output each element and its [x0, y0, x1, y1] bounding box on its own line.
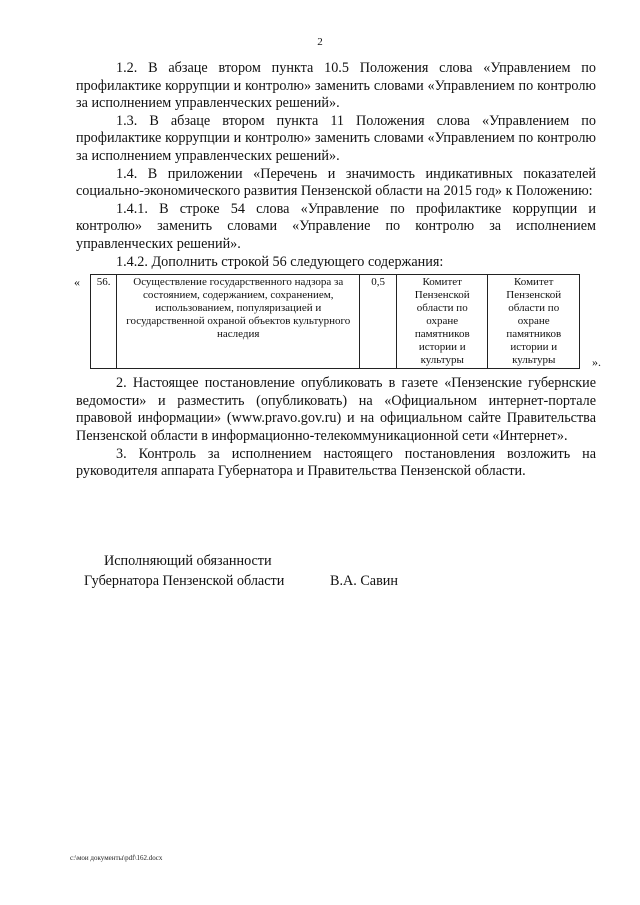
open-quote: « — [74, 275, 80, 290]
row-number: 56. — [91, 275, 117, 369]
paragraph-1-3: 1.3. В абзаце втором пункта 11 Положения слова «Управлением по профилактике коррупции и контролю» заменить словами «Управлением по контролю за исполнением управленческих решений». — [76, 112, 596, 164]
document-body — [74, 60, 601, 481]
paragraph-1-2: 1.2. В абзаце втором пункта 10.5 Положения слова «Управлением по профилактике коррупции и контролю» заменить словами «Управлением по контролю за исполнением управленческих решений». — [76, 60, 596, 112]
signature-title-line2: Губернатора Пензенской области — [84, 573, 285, 589]
file-path-footer: c:\мои документы\pdf\162.docx — [70, 854, 163, 862]
close-quote: ». — [592, 354, 601, 369]
page-number: 2 — [317, 36, 323, 48]
signature-title-line1: Исполняющий обязанности — [104, 553, 272, 569]
indicator-table — [90, 274, 580, 369]
responsible-org: Комитет Пензенской области по охране памятников истории и культуры — [397, 275, 488, 369]
paragraph-2: 2. Настоящее постановление опубликовать в газете «Пензенские губернские ведомости» и разместить (опубликовать) на «Официальном интернет-портале правовой информации» (www.pravo.gov.ru) и на официальном сайте Правительства Пензенской области в информационно-телекоммуникационной сети «Интернет». — [76, 375, 596, 444]
co-responsible-org: Комитет Пензенской области по охране памятников истории и культуры — [488, 275, 580, 369]
indicator-value: 0,5 — [360, 275, 397, 369]
table-row — [91, 275, 580, 369]
paragraph-1-4-2: 1.4.2. Дополнить строкой 56 следующего содержания: — [116, 253, 444, 270]
inserted-row — [74, 274, 601, 369]
indicator-name: Осуществление государственного надзора за состоянием, содержанием, сохранением, использованием, популяризацией и государственной охраной объектов культурного наследия — [117, 275, 360, 369]
signature-name: В.А. Савин — [330, 573, 398, 589]
paragraph-3: 3. Контроль за исполнением настоящего постановления возложить на руководителя аппарата Губернатора и Правительства Пензенской области. — [76, 445, 596, 480]
paragraph-1-4-1: 1.4.1. В строке 54 слова «Управление по профилактике коррупции и контролю» заменить словами «Управление по контролю за исполнением управленческих решений». — [76, 200, 596, 252]
paragraph-1-4: 1.4. В приложении «Перечень и значимость индикативных показателей социально-экономического развития Пензенской области на 2015 год» к Положению: — [76, 165, 596, 200]
